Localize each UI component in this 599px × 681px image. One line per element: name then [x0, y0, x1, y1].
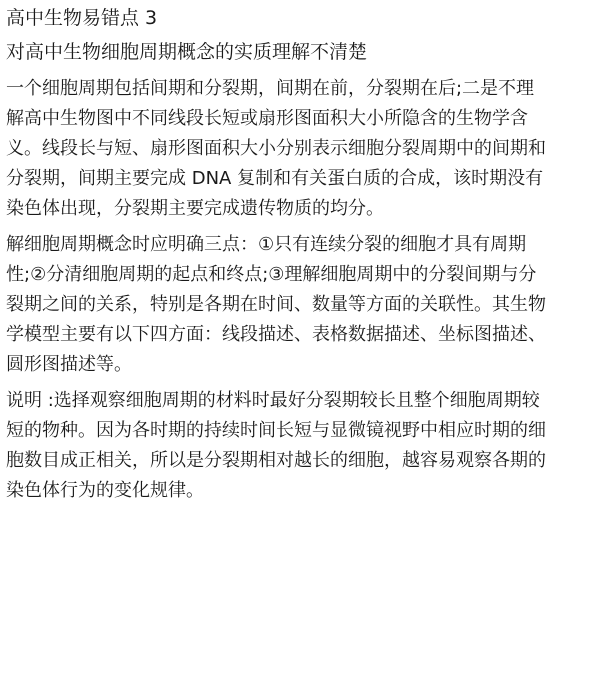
text-line: 染色体行为的变化规律。: [6, 480, 204, 501]
text-line: 义。线段长与短、扇形图面积大小分别表示细胞分裂周期中的间期和: [6, 138, 546, 159]
text-line: 染色体出现，分裂期主要完成遗传物质的均分。: [6, 198, 384, 219]
section-heading: 对高中生物细胞周期概念的实质理解不清楚: [6, 41, 368, 63]
text-line: 说明 :选择观察细胞周期的材料时最好分裂期较长且整个细胞周期较: [6, 390, 540, 411]
text-line: 分裂期，间期主要完成 DNA 复制和有关蛋白质的合成，该时期没有: [6, 168, 544, 189]
document: [6, 4, 596, 512]
paragraph-three-points: [6, 230, 596, 380]
text-line: 解细胞周期概念时应明确三点：①只有连续分裂的细胞才具有周期: [6, 234, 527, 255]
text-line: 解高中生物图中不同线段长短或扇形图面积大小所隐含的生物学含: [6, 108, 528, 129]
text-line: 圆形图描述等。: [6, 354, 132, 375]
paragraph-cell-cycle-definition: [6, 74, 596, 224]
text-line: 胞数目成正相关，所以是分裂期相对越长的细胞，越容易观察各期的: [6, 450, 546, 471]
text-line: 性;②分清细胞周期的起点和终点;③理解细胞周期中的分裂间期与分: [6, 264, 537, 285]
document-title: 高中生物易错点 3: [6, 7, 158, 29]
text-line: 一个细胞周期包括间期和分裂期，间期在前，分裂期在后;二是不理: [6, 78, 535, 99]
paragraph-explanation: [6, 386, 596, 506]
text-line: 学模型主要有以下四方面：线段描述、表格数据描述、坐标图描述、: [6, 324, 546, 345]
text-line: 短的物种。因为各时期的持续时间长短与显微镜视野中相应时期的细: [6, 420, 546, 441]
text-line: 裂期之间的关系，特别是各期在时间、数量等方面的关联性。其生物: [6, 294, 546, 315]
